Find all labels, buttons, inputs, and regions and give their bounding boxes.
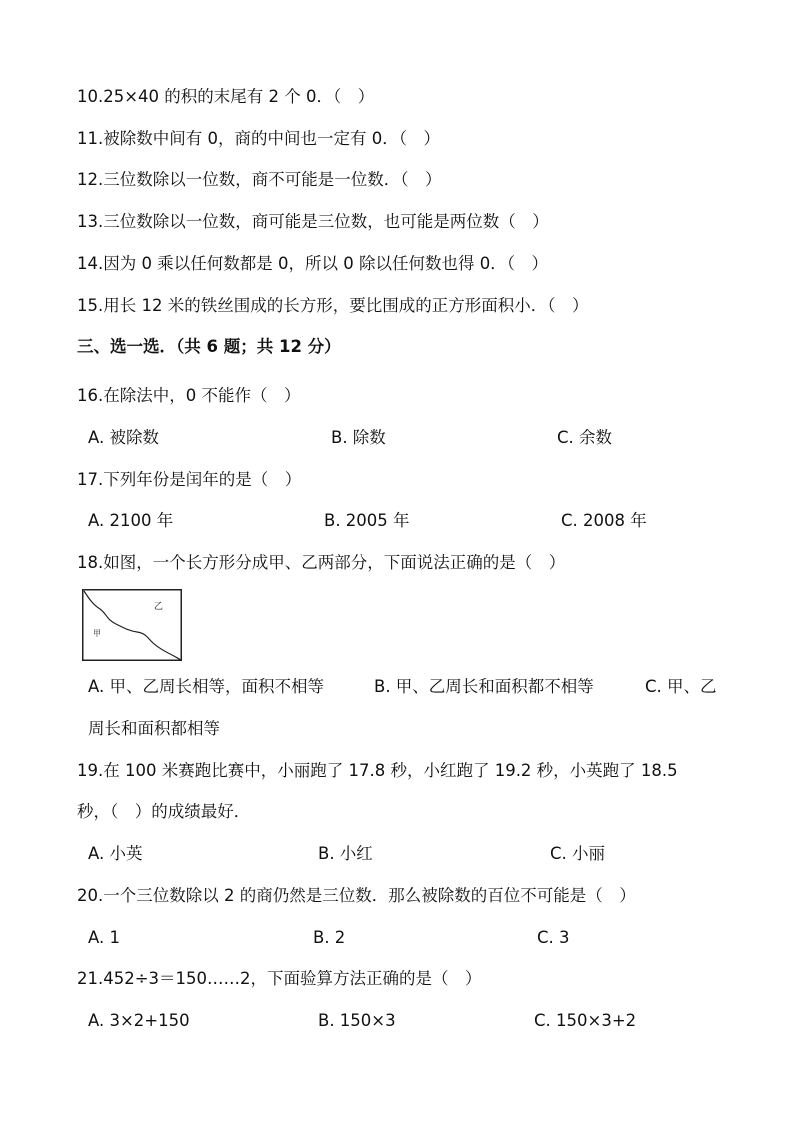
question-14: 14.因为 0 乘以任何数都是 0，所以 0 除以任何数也得 0．（ ） — [77, 254, 548, 273]
q21-option-b: B. 150×3 — [318, 1011, 396, 1030]
q20-option-b: B. 2 — [313, 928, 346, 947]
q17-option-c: C. 2008 年 — [561, 511, 647, 530]
rectangle-figure — [82, 589, 182, 661]
q19-option-c: C. 小丽 — [550, 844, 606, 863]
label-jia: 甲 — [93, 629, 101, 638]
q17-option-b: B. 2005 年 — [324, 511, 410, 530]
q18-option-c-continued: 周长和面积都相等 — [88, 719, 220, 738]
q17-option-a: A. 2100 年 — [88, 511, 174, 530]
q20-option-c: C. 3 — [537, 928, 570, 947]
question-16: 16.在除法中，0 不能作（ ） — [77, 386, 301, 405]
question-17: 17.下列年份是闰年的是（ ） — [77, 470, 302, 489]
q16-option-a: A. 被除数 — [88, 428, 159, 447]
q18-option-a: A. 甲、乙周长相等，面积不相等 — [88, 677, 324, 696]
question-19-line-1: 19.在 100 米赛跑比赛中，小丽跑了 17.8 秒，小红跑了 19.2 秒，小英跑了 18.5 — [77, 761, 678, 780]
label-yi: 乙 — [154, 602, 164, 612]
q16-option-c: C. 余数 — [557, 428, 613, 447]
question-10: 10.25×40 的积的末尾有 2 个 0．（ ） — [77, 87, 375, 106]
question-12: 12.三位数除以一位数，商不可能是一位数．（ ） — [77, 170, 442, 189]
q18-option-b: B. 甲、乙周长和面积都不相等 — [374, 677, 594, 696]
question-13: 13.三位数除以一位数，商可能是三位数，也可能是两位数（ ） — [77, 212, 549, 231]
q19-option-a: A. 小英 — [88, 844, 143, 863]
q18-option-c: C. 甲、乙 — [645, 677, 717, 696]
q21-option-c: C. 150×3+2 — [534, 1011, 637, 1030]
question-21: 21.452÷3＝150……2，下面验算方法正确的是（ ） — [77, 969, 482, 988]
question-11: 11.被除数中间有 0，商的中间也一定有 0．（ ） — [77, 129, 440, 148]
q20-option-a: A. 1 — [88, 928, 120, 947]
question-19-line-2: 秒，（ ）的成绩最好． — [77, 802, 251, 821]
question-15: 15.用长 12 米的铁丝围成的长方形，要比围成的正方形面积小．（ ） — [77, 296, 589, 315]
question-20: 20.一个三位数除以 2 的商仍然是三位数．那么被除数的百位不可能是（ ） — [77, 886, 636, 905]
section-title: 三、选一选．（共 6 题；共 12 分） — [77, 337, 341, 356]
q21-option-a: A. 3×2+150 — [88, 1011, 190, 1030]
question-18: 18.如图，一个长方形分成甲、乙两部分，下面说法正确的是（ ） — [77, 553, 566, 572]
q19-option-b: B. 小红 — [318, 844, 373, 863]
q16-option-b: B. 除数 — [331, 428, 386, 447]
